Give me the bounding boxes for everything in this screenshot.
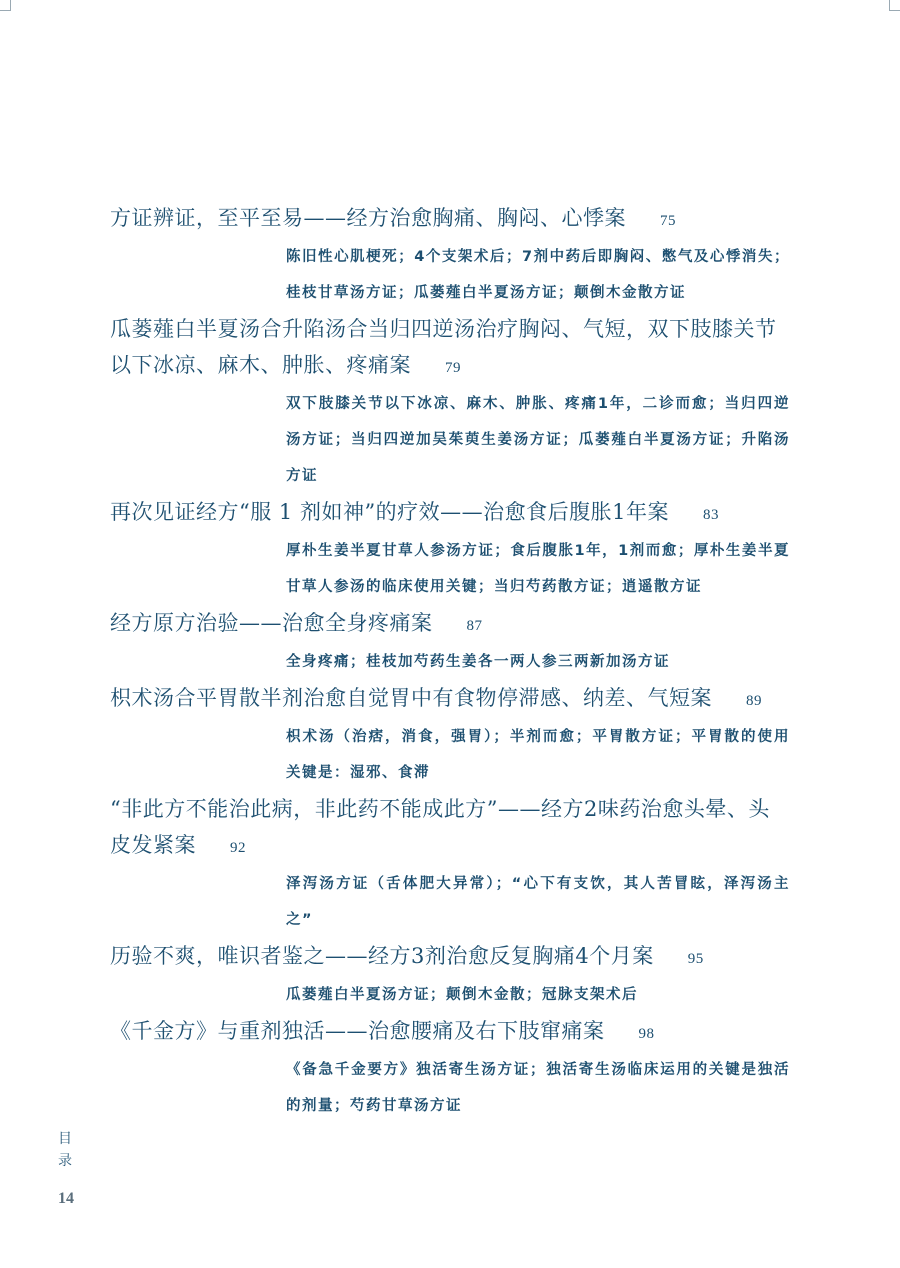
- toc-entry: [110, 494, 790, 605]
- entry-title-text: 再次见证经方“服 1 剂如神”的疗效——治愈食后腹胀1年案: [110, 500, 670, 524]
- crop-mark-top-left: [0, 0, 11, 11]
- entry-title-text: 经方原方治验——治愈全身疼痛案: [110, 611, 433, 635]
- toc-entry-keywords: 双下肢膝关节以下冰凉、麻木、肿胀、疼痛1年，二诊而愈；当归四逆汤方证；当归四逆加吴茱萸生姜汤方证；瓜蒌薤白半夏汤方证；升陷汤方证: [286, 396, 790, 484]
- table-of-contents: [110, 200, 790, 1124]
- page-number: 92: [230, 840, 246, 856]
- page-folio-number: 14: [58, 1190, 74, 1207]
- toc-entry-keywords: 《备急千金要方》独活寄生汤方证；独活寄生汤临床运用的关键是独活的剂量；芍药甘草汤方证: [286, 1062, 790, 1114]
- entry-title-text: 历验不爽，唯识者鉴之——经方3剂治愈反复胸痛4个月案: [110, 944, 654, 968]
- toc-entry-title[interactable]: [110, 200, 790, 239]
- toc-entry-title[interactable]: [110, 311, 790, 386]
- toc-entry: [110, 680, 790, 791]
- toc-entry-keywords: 瓜蒌薤白半夏汤方证；颠倒木金散；冠脉支架术后: [286, 987, 638, 1003]
- toc-entry: [110, 791, 790, 938]
- toc-entry: [110, 605, 790, 680]
- toc-entry-title[interactable]: [110, 1013, 790, 1052]
- page-number: 83: [703, 507, 720, 523]
- toc-entry-title[interactable]: [110, 494, 790, 533]
- entry-title-text: 瓜蒌薤白半夏汤合升陷汤合当归四逆汤治疗胸闷、气短，双下肢膝关节以下冰凉、麻木、肿胀、疼痛案: [110, 317, 777, 377]
- page-number: 95: [687, 951, 704, 967]
- toc-entry-keywords: 陈旧性心肌梗死；4个支架术后；7剂中药后即胸闷、憋气及心悸消失；桂枝甘草汤方证；瓜蒌薤白半夏汤方证；颠倒木金散方证: [286, 249, 790, 301]
- toc-entry-keywords: 厚朴生姜半夏甘草人参汤方证；食后腹胀1年，1剂而愈；厚朴生姜半夏甘草人参汤的临床使用关键；当归芍药散方证；逍遥散方证: [286, 543, 790, 595]
- toc-entry: [110, 200, 790, 311]
- toc-entry-keywords: 泽泻汤方证（舌体肥大异常）；“心下有支饮，其人苦冒眩，泽泻汤主之”: [286, 876, 790, 928]
- toc-entry-title[interactable]: [110, 680, 790, 719]
- entry-title-text: 方证辨证，至平至易——经方治愈胸痛、胸闷、心悸案: [110, 206, 626, 230]
- toc-entry: [110, 938, 790, 1013]
- page-number: 75: [660, 213, 676, 229]
- crop-mark-top-right: [889, 0, 900, 11]
- toc-entry-title[interactable]: [110, 791, 790, 866]
- page-number: 79: [445, 360, 461, 376]
- toc-entry: [110, 1013, 790, 1124]
- toc-entry-keywords: 枳术汤（治痞，消食，强胃）；半剂而愈；平胃散方证；平胃散的使用关键是：湿邪、食滞: [286, 729, 790, 781]
- toc-entry-title[interactable]: [110, 605, 790, 644]
- page-number: 98: [638, 1026, 655, 1042]
- entry-title-text: 枳术汤合平胃散半剂治愈自觉胃中有食物停滞感、纳差、气短案: [110, 686, 712, 710]
- page-number: 89: [746, 693, 762, 709]
- toc-entry: [110, 311, 790, 494]
- page-number: 87: [466, 618, 483, 634]
- entry-title-text: 《千金方》与重剂独活——治愈腰痛及右下肢窜痛案: [110, 1019, 605, 1043]
- section-side-label: 目录: [58, 1131, 72, 1169]
- entry-title-text: “非此方不能治此病，非此药不能成此方”——经方2味药治愈头晕、头皮发紧案: [110, 797, 770, 857]
- toc-entry-keywords: 全身疼痛；桂枝加芍药生姜各一两人参三两新加汤方证: [286, 654, 670, 670]
- toc-entry-title[interactable]: [110, 938, 790, 977]
